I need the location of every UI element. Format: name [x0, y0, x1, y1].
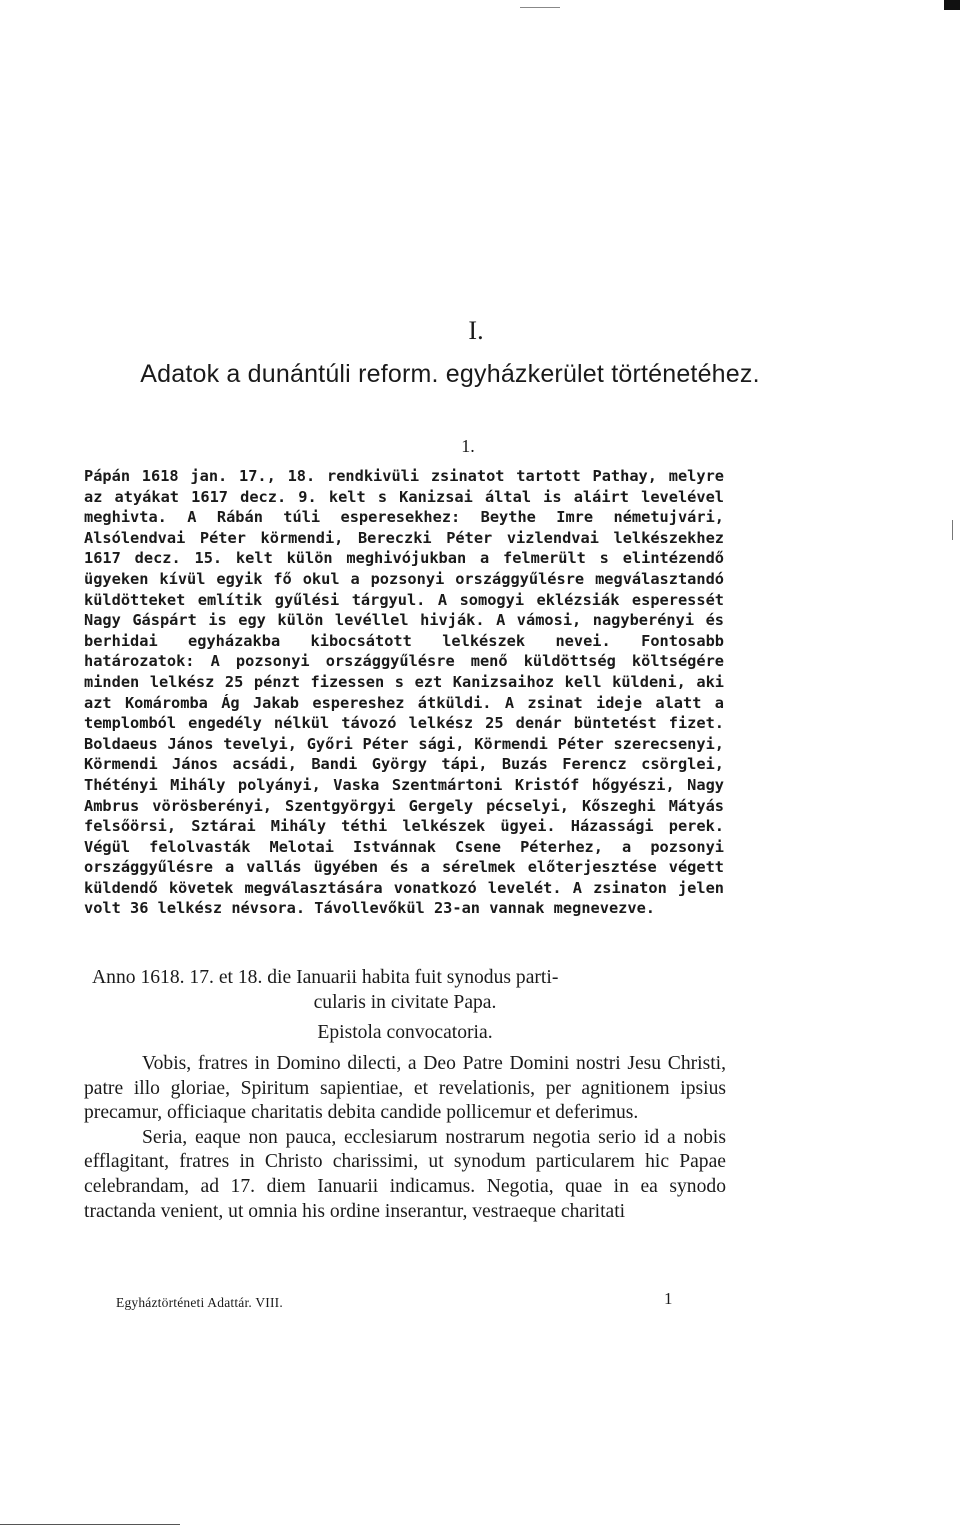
- latin-body: [84, 1052, 726, 1224]
- latin-heading-line-2: cularis in civitate Papa.: [313, 991, 497, 1013]
- footer-publication: Egyháztörténeti Adattár. VIII.: [116, 1295, 283, 1310]
- latin-paragraph-2: Seria, eaque non pauca, ecclesiarum nostrarum negotia serio id a nobis efflagitant, fratres in Christo charissimi, ut synodum particularem hic Papae celebrandam, ad 17. diem Ianuarii indicamus. Negotia, quae in ea synodo tractanda venient, ut omnia his ordine inserantur, vestraeque charitati: [84, 1126, 726, 1222]
- footer-page-number: 1: [664, 1289, 673, 1308]
- section-number: [0, 436, 960, 457]
- chapter-number-text: I.: [468, 316, 484, 345]
- epistola-heading: Epistola convocatoria.: [317, 1022, 493, 1043]
- scan-artifact-right-edge: [952, 520, 953, 540]
- latin-heading-line-1: Anno 1618. 17. et 18. die Ianuarii habita fuit synodus parti-: [92, 967, 559, 988]
- scan-artifact-bottom-line: [0, 1524, 180, 1525]
- summary-block: [84, 466, 724, 919]
- latin-paragraph-1: Vobis, fratres in Domino dilecti, a Deo Patre Domini nostri Jesu Christi, patre illo gloriae, Spiritum sapientiae, et revelationis, per agnitionem ipsius precamur, officiaque charitatis debita candide pollicemur et deferimus.: [84, 1053, 726, 1124]
- section-number-text: 1.: [461, 436, 475, 456]
- summary-paragraph: Pápán 1618 jan. 17., 18. rendkivüli zsinatot tartott Pathay, melyre az atyákat 1617 decz. 9. kelt s Kanizsai által is aláirt levelével meghivta. A Rábán túli esperesekhez: Beythe Imre németujvári, Alsólendvai Péter körmendi, Bereczki Péter vizlendvai lelkészekhez 1617 decz. 15. kelt külön meghivójukban a felmerült s elintézendő ügyeken kívül egyik fő okul a pozsonyi országgyűlésre megválasztandó küldötteket említik gyűlési tárgyul. A somogyi eklézsiák esperessét Nagy Gáspárt is egy külön levéllel hivják. A vámosi, nagyberényi és berhidai egyházakba kibocsátott lelkészek nevei. Fontosabb határozatok: A pozsonyi országgyűlésre menő küldöttség költségére minden lelkész 25 pénzt fizessen s ezt Kanizsaihoz kell küldeni, aki azt Komáromba Ág Jakab espereshez átküldi. A zsinat ideje alatt a templomból engedély nélkül távozó lelkész 25 denár büntetést fizet. Boldaeus János tevelyi, Győri Péter sági, Körmendi Péter szerecsenyi, Körmendi János acsádi, Bandi György tápi, Buzás Ferencz csörglei, Thétényi Mihály polyányi, Vaska Szentmártoni Kristóf hőgyészi, Nagy Ambrus vörösberényi, Szentgyörgyi Gergely pécselyi, Kőszeghi Mátyás felsőörsi, Sztárai Mihály téthi lelkészek ügyei. Házassági perek. Végül felolvasták Melotai Istvánnak Csene Péterhez, a pozsonyi országgyűlésre a vallás ügyében és a sérelmek előterjesztése végett küldendő követek megválasztására vonatkozó levelét. A zsinaton jelen volt 36 lelkész névsora. Távollevőkül 23-an vannak megnevezve.: [84, 467, 724, 918]
- page-title: Adatok a dunántúli reform. egyházkerület történetéhez.: [140, 360, 760, 388]
- scan-artifact-top-right: [944, 0, 960, 10]
- latin-heading: [84, 966, 726, 1015]
- scan-artifact-top-line: [520, 7, 560, 8]
- chapter-number: [0, 316, 960, 346]
